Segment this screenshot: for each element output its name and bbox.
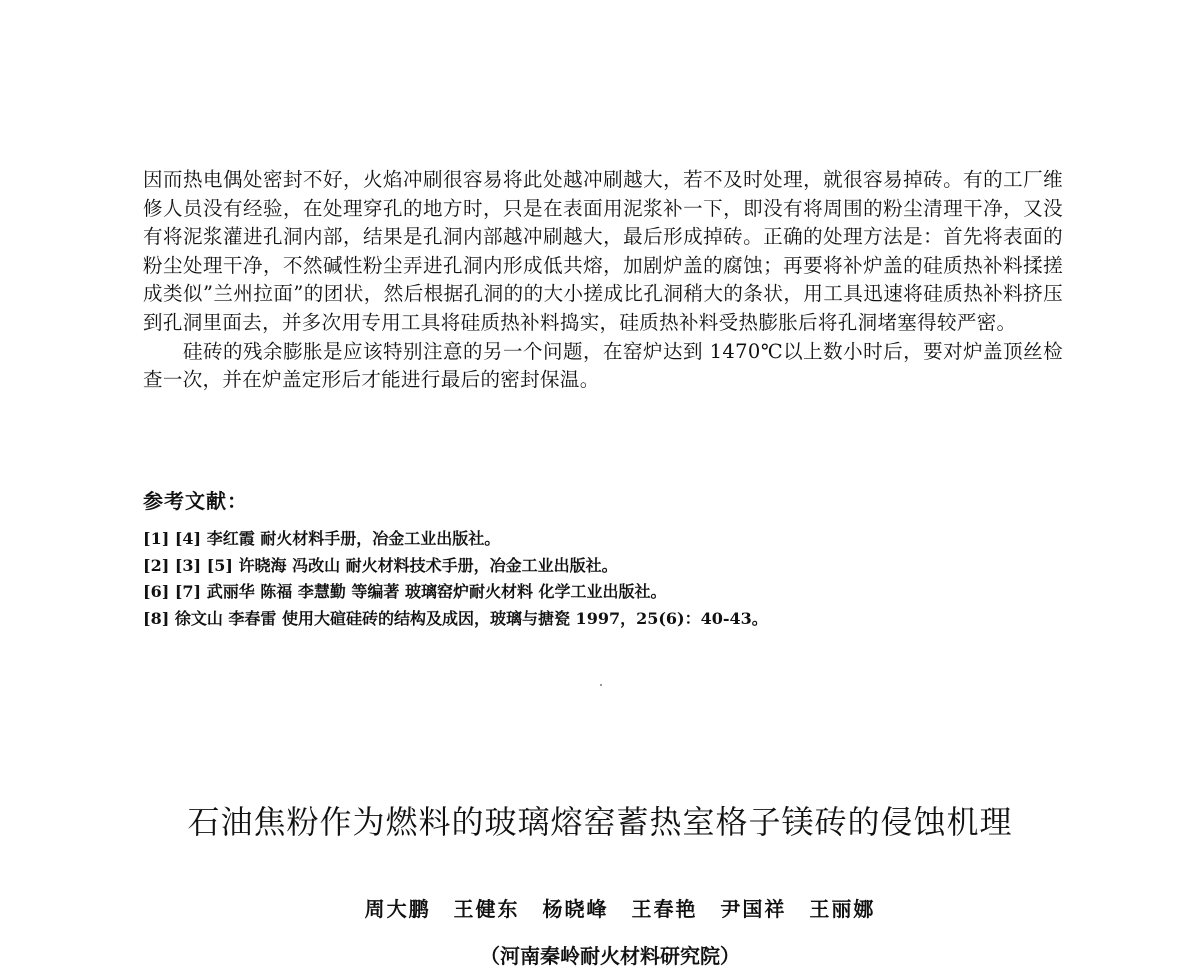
article-title: 石油焦粉作为燃料的玻璃熔窑蓄热室格子镁砖的侵蚀机理: [187, 803, 1013, 841]
scan-speck: [600, 684, 602, 686]
reference-item-1: [1] [4] 李红霞 耐火材料手册，冶金工业出版社。: [143, 529, 501, 548]
body-text: [143, 166, 1063, 395]
reference-item-2: [2] [3] [5] 许晓海 冯改山 耐火材料技术手册，冶金工业出版社。: [143, 555, 618, 575]
article-authors: 周大鹏 王健东 杨晓峰 王春艳 尹国祥 王丽娜: [364, 897, 876, 921]
article-affiliation: （河南秦岭耐火材料研究院）: [480, 944, 740, 968]
body-paragraph-1: 因而热电偶处密封不好，火焰冲刷很容易将此处越冲刷越大，若不及时处理，就很容易掉砖。有的工厂维修人员没有经验，在处理穿孔的地方时，只是在表面用泥浆补一下，即没有将周围的粉尘清理干净，又没有将泥浆灌进孔洞内部，结果是孔洞内部越冲刷越大，最后形成掉砖。正确的处理方法是：首先将表面的粉尘处理干净，不然碱性粉尘弄进孔洞内形成低共熔，加剧炉盖的腐蚀；再要将补炉盖的硅质热补料揉搓成类似”兰州拉面”的团状，然后根据孔洞的的大小搓成比孔洞稍大的条状，用工具迅速将硅质热补料挤压到孔洞里面去，并多次用专用工具将硅质热补料捣实，硅质热补料受热膨胀后将孔洞堵塞得较严密。: [143, 168, 1063, 334]
references-heading: 参考文献：: [143, 489, 248, 513]
reference-item-3: [6] [7] 武丽华 陈福 李慧勤 等编著 玻璃窑炉耐火材料 化学工业出版社。: [143, 582, 667, 601]
body-paragraph-2: 硅砖的残余膨胀是应该特别注意的另一个问题，在窑炉达到 1470℃以上数小时后，要对炉盖顶丝检查一次，并在炉盖定形后才能进行最后的密封保温。: [143, 339, 1063, 392]
reference-item-4: [8] 徐文山 李春雷 使用大碹硅砖的结构及成因，玻璃与搪瓷 1997，25(6)：40-43。: [143, 608, 768, 628]
references-list: [143, 526, 1063, 632]
